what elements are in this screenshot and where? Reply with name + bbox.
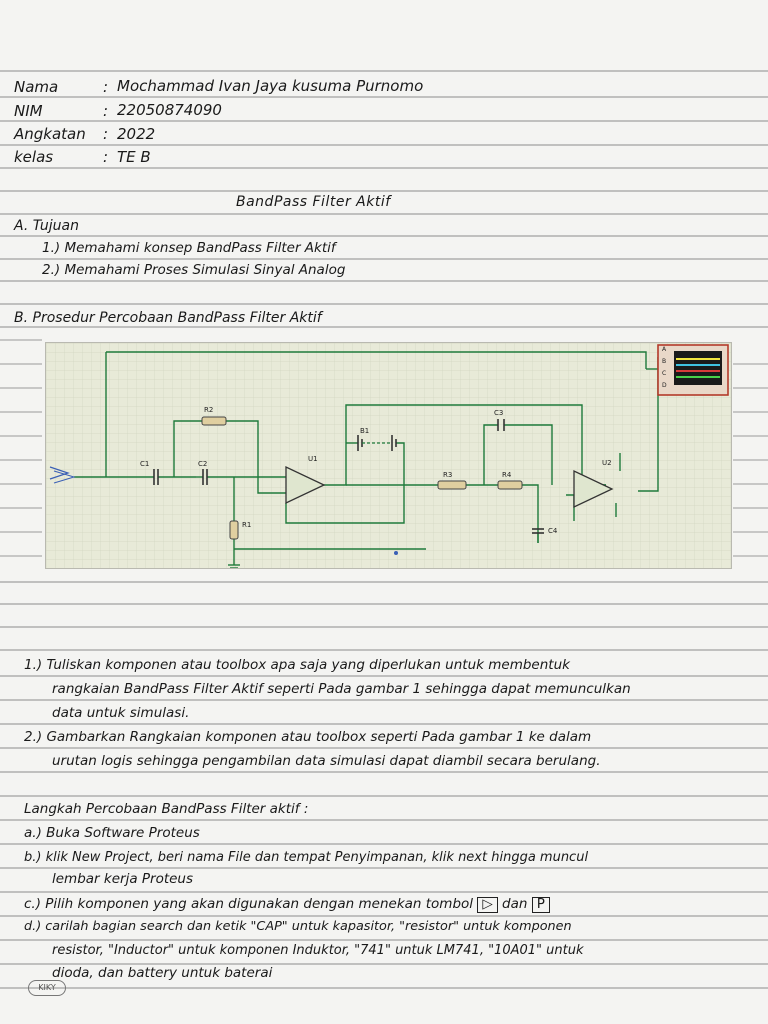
label-c4: C4: [548, 527, 558, 535]
kelas-value: TE B: [117, 148, 151, 166]
nama-label: Nama: [14, 78, 59, 96]
component-mode-icon: ▷: [477, 897, 497, 913]
tujuan-item: 2.) Memahami Proses Simulasi Sinyal Analog: [42, 262, 346, 278]
question-2-line-1: 2.) Gambarkan Rangkaian komponen atau toolbox seperti Pada gambar 1 ke dalam: [24, 729, 592, 745]
step-d-line-2: resistor, "Inductor" untuk komponen Induktor, "741" untuk LM741, "10A01" untuk: [52, 943, 584, 958]
prosedur-heading: B. Prosedur Percobaan BandPass Filter Aktif: [14, 310, 322, 326]
step-a: a.) Buka Software Proteus: [24, 825, 200, 841]
kelas-label: kelas: [14, 148, 54, 166]
angkatan-value: 2022: [117, 125, 156, 143]
colon-icon: :: [103, 125, 109, 143]
step-c: [24, 897, 550, 913]
colon-icon: :: [103, 102, 109, 120]
colon-icon: :: [103, 78, 109, 96]
step-c-text: c.) Pilih komponen yang akan digunakan dengan menekan tombol: [24, 896, 474, 912]
circuit-schematic: [45, 342, 732, 569]
scope-channel-d: D: [662, 382, 667, 389]
colon-icon: :: [103, 148, 109, 166]
nim-label: NIM: [14, 102, 43, 120]
pick-key-box: P: [532, 897, 550, 913]
nim-value: 22050874090: [117, 101, 222, 119]
label-u1: U1: [308, 455, 318, 463]
label-c3: C3: [494, 409, 504, 417]
label-r1: R1: [242, 521, 252, 529]
step-d-line-1: d.) carilah bagian search dan ketik "CAP" untuk kapasitor, "resistor" untuk komponen: [24, 919, 572, 934]
tujuan-heading: A. Tujuan: [14, 218, 79, 234]
label-c1: C1: [140, 460, 150, 468]
label-r3: R3: [443, 471, 453, 479]
label-c2: C2: [198, 460, 208, 468]
scope-channel-c: C: [662, 370, 667, 377]
step-c-and: dan: [502, 896, 528, 912]
step-d-line-3: dioda, dan battery untuk baterai: [52, 965, 273, 981]
page-title: BandPass Filter Aktif: [236, 194, 391, 210]
label-u2: U2: [602, 459, 612, 467]
nama-value: Mochammad Ivan Jaya kusuma Purnomo: [117, 77, 424, 95]
question-1-line-2: rangkaian BandPass Filter Aktif seperti Pada gambar 1 sehingga dapat memunculkan: [52, 681, 631, 697]
langkah-heading: Langkah Percobaan BandPass Filter aktif :: [24, 801, 309, 817]
label-b1: B1: [360, 427, 370, 435]
angkatan-label: Angkatan: [14, 125, 86, 143]
question-2-line-2: urutan logis sehingga pengambilan data simulasi dapat diambil secara berulang.: [52, 753, 601, 769]
step-b-line-2: lembar kerja Proteus: [52, 871, 194, 887]
label-r2: R2: [204, 406, 214, 414]
question-1-line-3: data untuk simulasi.: [52, 705, 190, 721]
step-b-line-1: b.) klik New Project, beri nama File dan tempat Penyimpanan, klik next hingga muncul: [24, 850, 589, 865]
tujuan-item: 1.) Memahami konsep BandPass Filter Aktif: [42, 240, 336, 256]
scope-channel-b: B: [662, 358, 667, 365]
scope-channel-a: A: [662, 346, 667, 353]
question-1-line-1: 1.) Tuliskan komponen atau toolbox apa saja yang diperlukan untuk membentuk: [24, 657, 570, 673]
brand-badge: KIKY: [28, 980, 66, 996]
label-r4: R4: [502, 471, 512, 479]
